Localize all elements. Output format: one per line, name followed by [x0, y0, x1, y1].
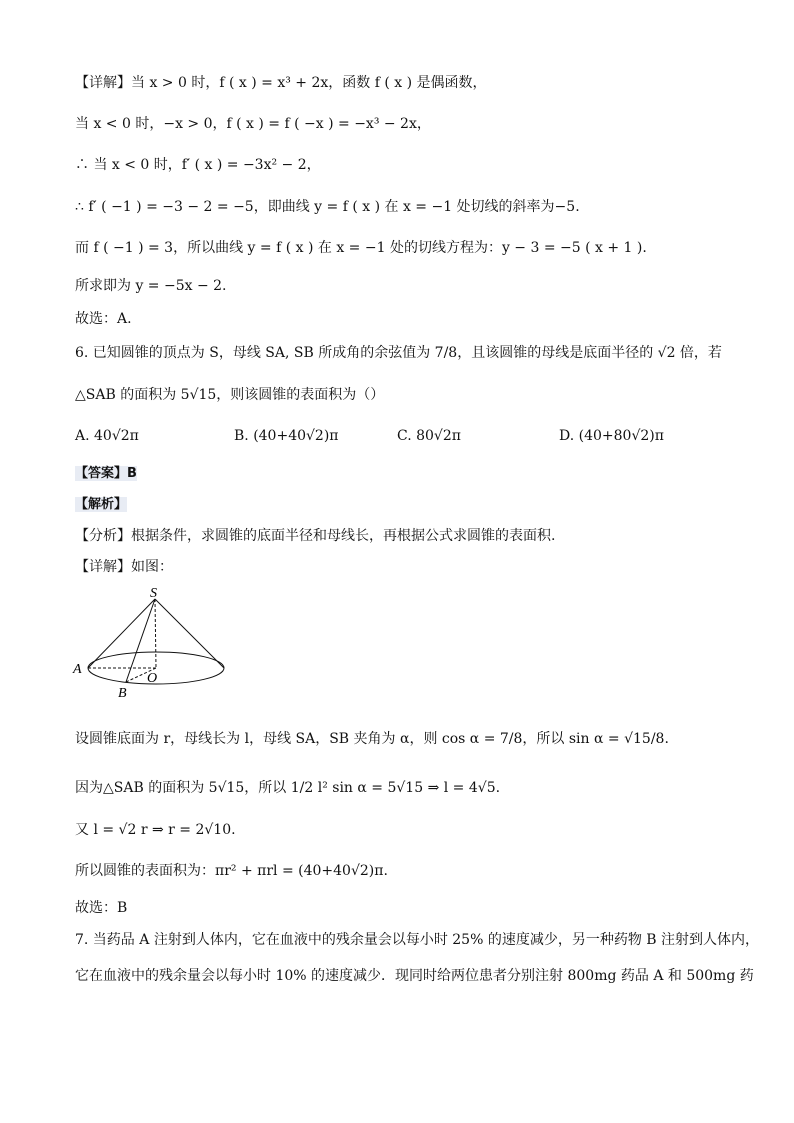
q7-line-1 [75, 930, 759, 950]
q6-stem-line-2 [75, 385, 384, 405]
q6-stem-line-1 [75, 343, 722, 363]
label-s: S [150, 586, 157, 601]
option-b-text: B. (40+40√2)π [234, 428, 339, 444]
option-d [559, 426, 664, 446]
solution-text-5: 故选：B [75, 900, 128, 916]
detail-line-6-text: 所求即为 y = −5x − 2. [75, 278, 227, 294]
generatrix-right [155, 599, 224, 668]
option-d-text: D. (40+80√2)π [559, 428, 664, 444]
solution-line-1 [75, 729, 669, 749]
detail-line-7 [75, 309, 132, 329]
detail-line-1-text: 【详解】当 x > 0 时，f ( x ) = x³ + 2x，函数 f ( x ) 是偶函数， [75, 75, 487, 91]
solution-line-2 [75, 778, 500, 798]
detail-line-3 [75, 155, 321, 175]
q7-text-2: 它在血液中的残余量会以每小时 10% 的速度减少．现同时给两位患者分别注射 800mg 药品 A 和 500mg 药 [75, 968, 754, 984]
detail-line-1 [75, 73, 487, 93]
detail-line-4-text: ∴ f′ ( −1 ) = −3 − 2 = −5，即曲线 y = f ( x ) 在 x = −1 处切线的斜率为−5. [75, 199, 580, 215]
option-a-text: A. 40√2π [75, 428, 139, 444]
solution-text-3: 又 l = √2 r ⇒ r = 2√10. [75, 822, 236, 838]
answer-line [75, 463, 137, 484]
solution-text-4: 所以圆锥的表面积为：πr² + πrl = (40+40√2)π. [75, 863, 388, 879]
detail-label: 【详解】如图： [75, 559, 173, 575]
detail-line-7-text: 故选：A. [75, 311, 132, 327]
option-b [234, 426, 339, 446]
detail-line-4 [75, 197, 580, 217]
q6-stem-2: △SAB 的面积为 5√15，则该圆锥的表面积为（） [75, 387, 385, 403]
option-c-text: C. 80√2π [397, 428, 461, 444]
analysis-line [75, 526, 555, 546]
answer-label: 【答案】B [75, 466, 137, 481]
detail-line-3-text: ∴ 当 x < 0 时，f′ ( x ) = −3x² − 2， [75, 157, 321, 173]
q7-text-1: 7. 当药品 A 注射到人体内，它在血液中的残余量会以每小时 25% 的速度减少，另一种药物 B 注射到人体内， [75, 932, 760, 948]
detail-line-6 [75, 276, 227, 296]
detail-line-5 [75, 238, 647, 258]
analysis-label: 【解析】 [75, 497, 128, 512]
label-b: B [118, 686, 127, 700]
analysis-text: 【分析】根据条件，求圆锥的底面半径和母线长，再根据公式求圆锥的表面积. [75, 528, 556, 544]
detail-line-2 [75, 114, 431, 134]
generatrix-left [88, 599, 155, 668]
solution-line-3 [75, 820, 236, 840]
detail-line-2-text: 当 x < 0 时，−x > 0，f ( x ) = f ( −x ) = −x³ − 2x， [75, 116, 431, 132]
option-c [397, 426, 461, 446]
label-o: O [147, 671, 158, 686]
solution-line-5 [75, 898, 127, 918]
detail-header [75, 557, 173, 577]
option-a [75, 426, 139, 446]
height-so [155, 599, 156, 668]
detail-line-5-text: 而 f ( −1 ) = 3，所以曲线 y = f ( x ) 在 x = −1 处的切线方程为：y − 3 = −5 ( x + 1 ). [75, 240, 647, 256]
solution-text-1: 设圆锥底面为 r，母线长为 l，母线 SA，SB 夹角为 α，则 cos α = 7/8，所以 sin α = √15/8. [75, 731, 669, 747]
cone-figure [70, 585, 240, 700]
analysis-header [75, 494, 127, 515]
solution-text-2: 因为△SAB 的面积为 5√15，所以 1/2 l² sin α = 5√15 ⇒ l = 4√5. [75, 780, 501, 796]
generatrix-sb [126, 599, 155, 682]
q7-line-2 [75, 966, 754, 986]
q6-stem-1: 6. 已知圆锥的顶点为 S，母线 SA, SB 所成角的余弦值为 7/8，且该圆锥的母线是底面半径的 √2 倍，若 [75, 345, 722, 361]
solution-line-4 [75, 861, 388, 881]
label-a: A [73, 662, 82, 677]
